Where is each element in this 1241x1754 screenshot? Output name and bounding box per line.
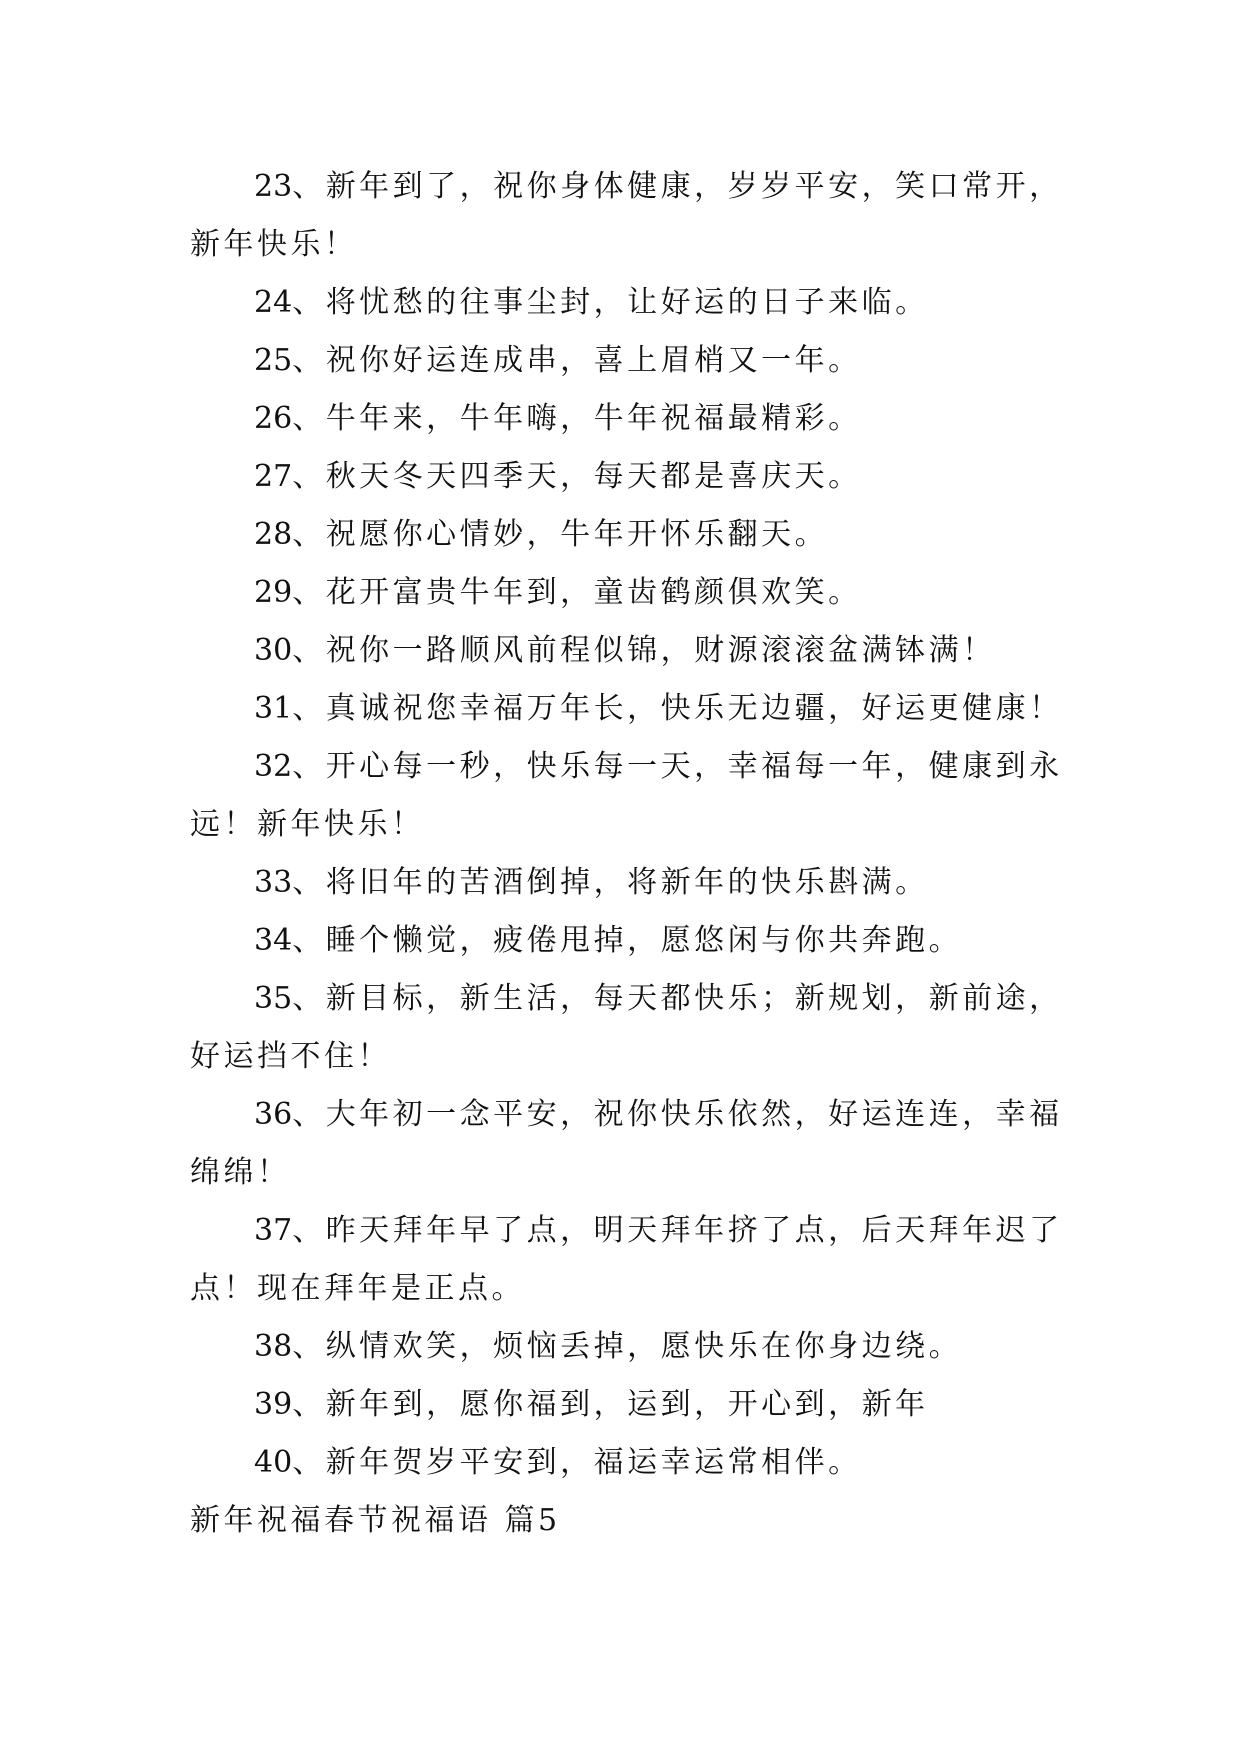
list-item [190,680,1070,738]
item-number: 38 [254,1329,293,1364]
item-separator: 、 [292,459,326,494]
item-text: 新目标，新生活，每天都快乐；新规划，新前途，好运挡不住！ [190,981,1063,1074]
item-separator: 、 [292,981,326,1016]
item-separator: 、 [292,517,326,552]
list-item [190,622,1070,680]
list-item [190,448,1070,506]
list-item [190,854,1070,912]
list-item [190,506,1070,564]
item-number: 30 [254,633,293,668]
list-item [190,564,1070,622]
item-text: 大年初一念平安，祝你快乐依然，好运连连，幸福绵绵！ [190,1097,1063,1190]
list-item [190,1318,1070,1376]
item-number: 24 [254,285,293,320]
item-text: 新年贺岁平安到，福运幸运常相伴。 [325,1445,862,1480]
item-separator: 、 [292,575,326,610]
item-text: 睡个懒觉，疲倦甩掉，愿悠闲与你共奔跑。 [325,923,963,958]
item-separator: 、 [292,169,326,204]
item-text: 纵情欢笑，烦恼丢掉，愿快乐在你身边绕。 [325,1329,963,1364]
item-text: 祝你好运连成串，喜上眉梢又一年。 [325,343,862,378]
item-text: 祝你一路顺风前程似锦，财源滚滚盆满钵满！ [325,633,996,668]
item-number: 28 [254,517,293,552]
item-number: 31 [254,691,293,726]
list-item [190,1202,1070,1318]
item-separator: 、 [292,691,326,726]
list-item [190,738,1070,854]
item-number: 35 [254,981,293,1016]
item-separator: 、 [292,1097,326,1132]
item-text: 秋天冬天四季天，每天都是喜庆天。 [325,459,862,494]
list-item [190,970,1070,1086]
item-separator: 、 [292,633,326,668]
item-text: 祝愿你心情妙，牛年开怀乐翻天。 [325,517,829,552]
item-separator: 、 [292,1445,326,1480]
section-title: 新年祝福春节祝福语 篇5 [190,1503,561,1538]
item-text: 真诚祝您幸福万年长，快乐无边疆，好运更健康！ [325,691,1063,726]
item-text: 新年到了，祝你身体健康，岁岁平安，笑口常开，新年快乐！ [190,169,1063,262]
item-text: 将忧愁的往事尘封，让好运的日子来临。 [325,285,929,320]
list-item [190,274,1070,332]
list-item [190,158,1070,274]
item-number: 25 [254,343,293,378]
item-number: 26 [254,401,293,436]
list-item [190,912,1070,970]
item-number: 34 [254,923,293,958]
item-separator: 、 [292,1213,326,1248]
item-separator: 、 [292,401,326,436]
list-item [190,1434,1070,1492]
item-number: 40 [254,1445,293,1480]
item-number: 27 [254,459,293,494]
item-number: 29 [254,575,293,610]
item-text: 昨天拜年早了点，明天拜年挤了点，后天拜年迟了点！现在拜年是正点。 [190,1213,1063,1306]
item-separator: 、 [292,749,326,784]
item-number: 33 [254,865,293,900]
item-separator: 、 [292,865,326,900]
item-text: 开心每一秒，快乐每一天，幸福每一年，健康到永远！新年快乐！ [190,749,1063,842]
document-body [190,158,1070,1550]
item-text: 新年到，愿你福到，运到，开心到，新年 [325,1387,929,1422]
item-number: 37 [254,1213,293,1248]
list-item [190,332,1070,390]
item-number: 23 [254,169,293,204]
item-separator: 、 [292,343,326,378]
item-text: 将旧年的苦酒倒掉，将新年的快乐斟满。 [325,865,929,900]
item-separator: 、 [292,923,326,958]
item-number: 39 [254,1387,293,1422]
list-item [190,1086,1070,1202]
item-separator: 、 [292,1329,326,1364]
item-text: 花开富贵牛年到，童齿鹤颜俱欢笑。 [325,575,862,610]
item-separator: 、 [292,285,326,320]
list-item [190,390,1070,448]
item-number: 36 [254,1097,293,1132]
item-number: 32 [254,749,293,784]
item-text: 牛年来，牛年嗨，牛年祝福最精彩。 [325,401,862,436]
list-item [190,1376,1070,1434]
item-separator: 、 [292,1387,326,1422]
